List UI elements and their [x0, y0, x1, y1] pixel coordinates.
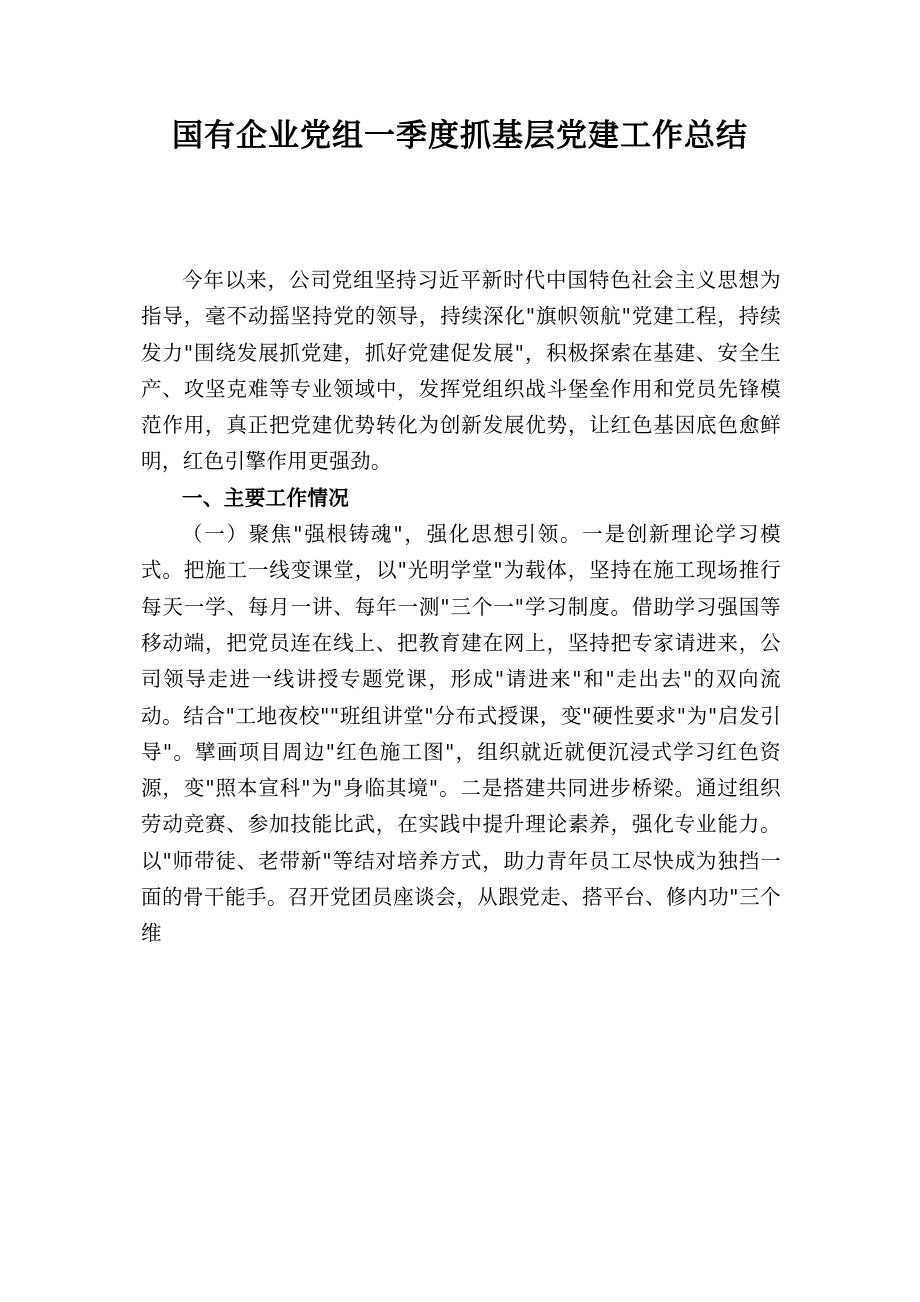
section-heading: 一、主要工作情况: [182, 485, 350, 510]
document-title: 国有企业党组一季度抓基层党建工作总结: [172, 118, 748, 154]
document-body: [141, 262, 781, 952]
section-paragraph: （一）聚焦"强根铸魂"，强化思想引领。一是创新理论学习模式。把施工一线变课堂，以"光明学堂"为载体，坚持在施工现场推行每天一学、每月一讲、每年一测"三个一"学习制度。借助学习强国等移动端，把党员连在线上、把教育建在网上，坚持把专家请进来，公司领导走进一线讲授专题党课，形成"请进来"和"走出去"的双向流动。结合"工地夜校""班组讲堂"分布式授课，变"硬性要求"为"启发引导"。擘画项目周边"红色施工图"，组织就近就便沉浸式学习红色资源，变"照本宣科"为"身临其境"。二是搭建共同进步桥梁。通过组织劳动竞赛、参加技能比武，在实践中提升理论素养，强化专业能力。以"师带徒、老带新"等结对培养方式，助力青年员工尽快成为独挡一面的骨干能手。召开党团员座谈会，从跟党走、搭平台、修内功"三个维: [141, 522, 781, 946]
intro-paragraph: 今年以来，公司党组坚持习近平新时代中国特色社会主义思想为指导，毫不动摇坚持党的领导，持续深化"旗帜领航"党建工程，持续发力"围绕发展抓党建，抓好党建促发展"，积极探索在基建、安全生产、攻坚克难等专业领域中，发挥党组织战斗堡垒作用和党员先锋模范作用，真正把党建优势转化为创新发展优势，让红色基因底色愈鲜明，红色引擎作用更强劲。: [141, 268, 781, 474]
